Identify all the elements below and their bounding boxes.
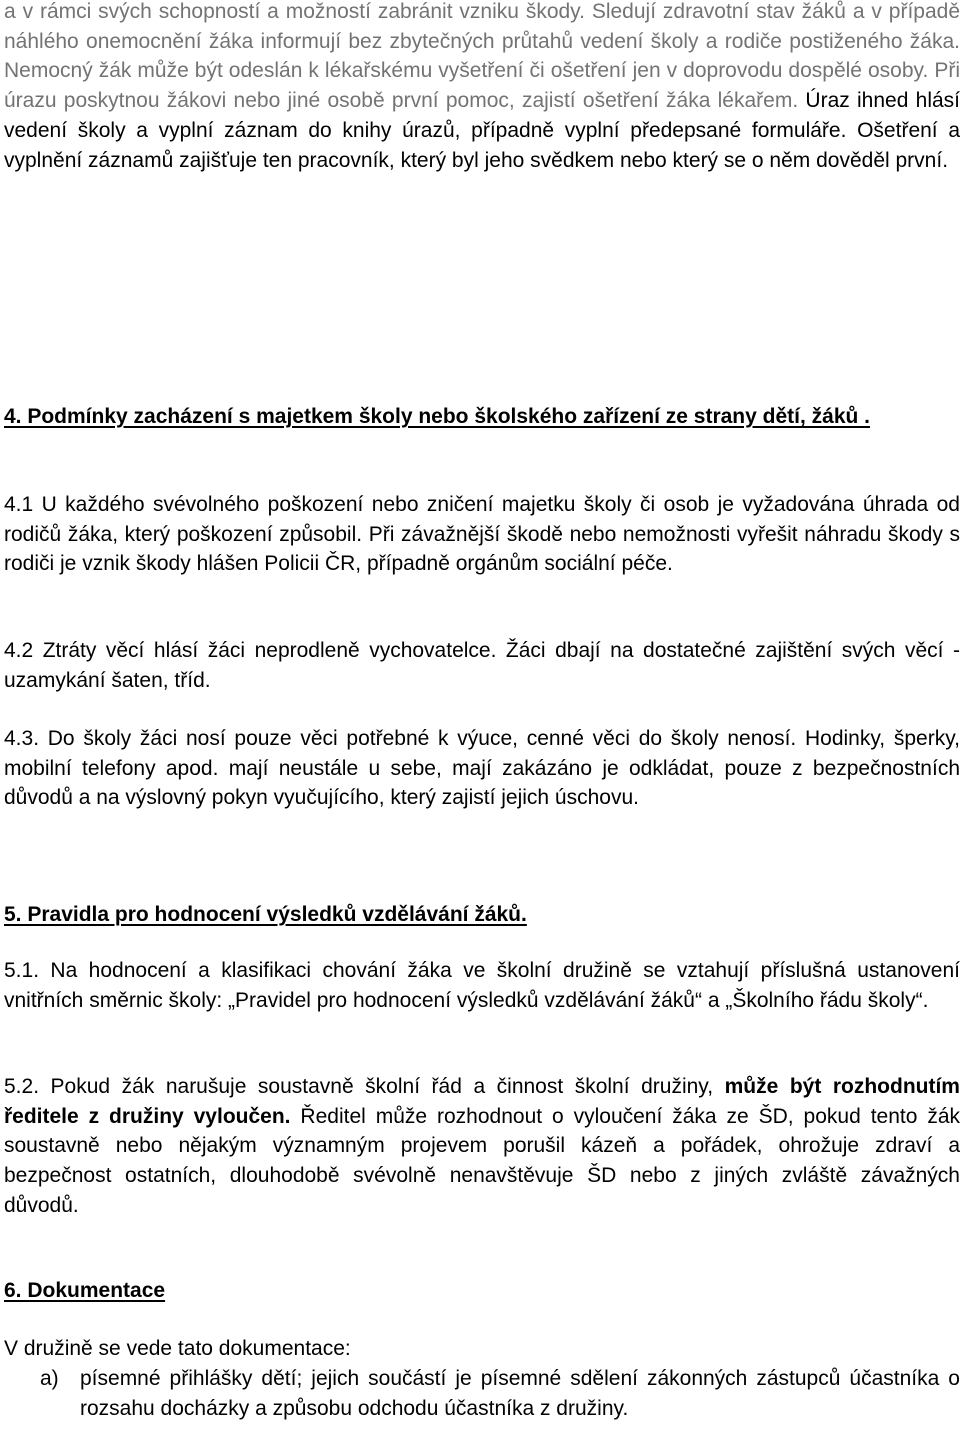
list-item-marker: a) <box>40 1367 59 1390</box>
section-5-2-text-end: Ředitel může rozhodnout o vyloučení žáka ze ŠD, pokud tento žák soustavně nebo nějakým významným projevem porušil kázeň a pořádek, ohrožuje zdraví a bezpečnost ostatních, dlouhodobě svévolně nenavštěvuje ŠD nebo z jiných zvláště závažných důvodů. <box>4 1104 960 1217</box>
section-4-2-paragraph: 4.2 Ztráty věcí hlásí žáci neprodleně vychovatelce. Žáci dbají na dostatečné zajištění svých věcí - uzamykání šaten, tříd. <box>4 639 960 692</box>
section-5-2-paragraph <box>4 1072 960 1221</box>
section-5-2-text-start: 5.2. Pokud žák narušuje soustavně školní řád a činnost školní družiny, <box>4 1075 725 1098</box>
section-4-3-paragraph: 4.3. Do školy žáci nosí pouze věci potřebné k výuce, cenné věci do školy nenosí. Hodinky, šperky, mobilní telefony apod. mají neustále u sebe, mají zakázáno je odkládat, pouze z bezpečnostních důvodů a na výslovný pokyn vyučujícího, který zajistí jejich úschovu. <box>4 727 960 810</box>
section-5-heading: 5. Pravidla pro hodnocení výsledků vzdělávání žáků. <box>4 903 527 926</box>
section-5-2-bold-text: může být rozhodnutím ředitele z družiny vyloučen. <box>4 1075 960 1128</box>
documentation-list <box>4 1364 960 1423</box>
intro-black-text: Úraz ihned hlásí vedení školy a vyplní záznam do knihy úrazů, případně vyplní předepsané formuláře. Ošetření a vyplnění záznamů zajišťuje ten pracovník, který byl jeho svědkem nebo který se o něm dověděl první. <box>4 89 960 172</box>
section-6-intro: V družině se vede tato dokumentace: <box>4 1337 351 1360</box>
list-item <box>4 1364 960 1423</box>
list-item-text: písemné přihlášky dětí; jejich součástí je písemné sdělení zákonných zástupců účastníka o rozsahu docházky a způsobu odchodu účastníka z družiny. <box>80 1367 960 1420</box>
section-4-1-paragraph: 4.1 U každého svévolného poškození nebo zničení majetku školy či osob je vyžadována úhrada od rodičů žáka, který poškození způsobil. Při závažnější škodě nebo nemožnosti vyřešit náhradu škody s rodiči je vznik škody hlášen Policii ČR, případně orgánům sociální péče. <box>4 493 960 576</box>
section-4-heading: 4. Podmínky zacházení s majetkem školy nebo školského zařízení ze strany dětí, žáků . <box>4 405 870 428</box>
intro-gray-text: a v rámci svých schopností a možností zabránit vzniku škody. Sledují zdravotní stav žáků a v případě náhlého onemocnění žáka informují bez zbytečných průtahů vedení školy a rodiče postiženého žáka. Nemocný žák může být odeslán k lékařskému vyšetření či ošetření jen v doprovodu dospělé osoby. Při úrazu poskytnou žákovi nebo jiné osobě první pomoc, zajistí ošetření žáka lékařem. <box>4 0 960 113</box>
section-5-1-paragraph: 5.1. Na hodnocení a klasifikaci chování žáka ve školní družině se vztahují příslušná ustanovení vnitřních směrnic školy: „Pravidel pro hodnocení výsledků vzdělávání žáků“ a „Školního řádu školy“. <box>4 959 960 1012</box>
intro-paragraph <box>4 0 960 175</box>
section-6-heading: 6. Dokumentace <box>4 1279 166 1302</box>
